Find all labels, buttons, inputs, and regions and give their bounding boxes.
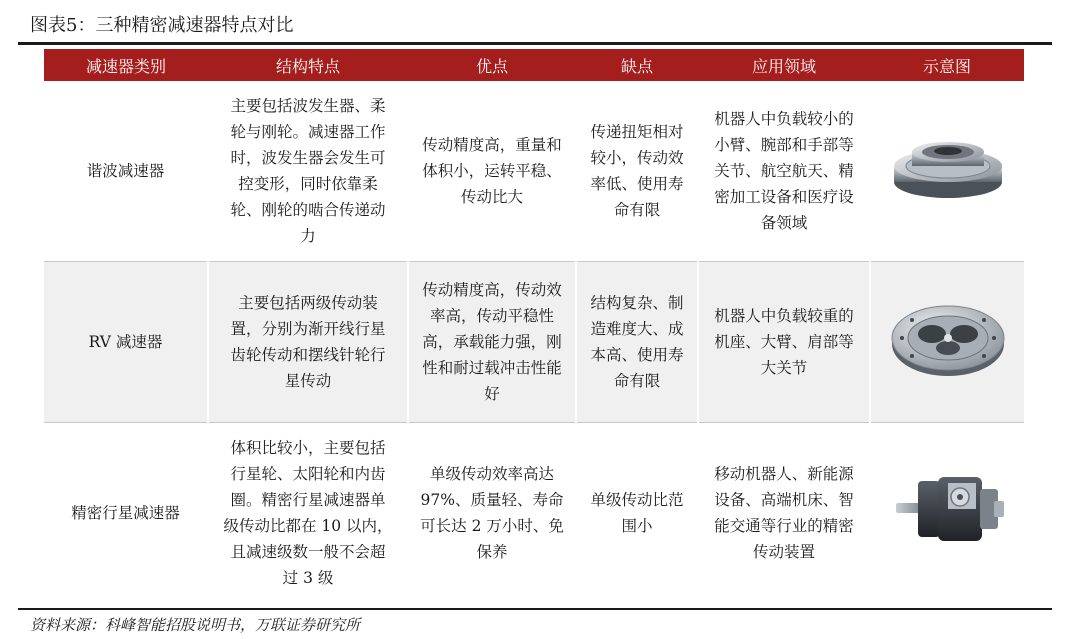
header-type: 减速器类别: [44, 49, 208, 81]
applications-cell: 移动机器人、新能源设备、高端机床、智能交通等行业的精密传动装置: [698, 423, 870, 604]
source-note: 资料来源：科峰智能招股说明书，万联证券研究所: [30, 616, 361, 634]
image-cell: [870, 423, 1024, 604]
type-cell: RV 减速器: [44, 262, 208, 423]
advantages-cell: 传动精度高，重量和体积小，运转平稳、传动比大: [408, 81, 576, 262]
advantages-cell: 单级传动效率高达 97%、质量轻、寿命可长达 2 万小时、免保养: [408, 423, 576, 604]
planetary-reducer-image: [888, 463, 1008, 563]
image-cell: [870, 262, 1024, 423]
applications-cell: 机器人中负载较重的机座、大臂、肩部等大关节: [698, 262, 870, 423]
image-cell: [870, 81, 1024, 262]
harmonic-reducer-image: [888, 122, 1008, 220]
header-disadvantages: 缺点: [576, 49, 698, 81]
disadvantages-cell: 单级传动比范围小: [576, 423, 698, 604]
advantages-cell: 传动精度高，传动效率高，传动平稳性高，承载能力强，刚性和耐过载冲击性能好: [408, 262, 576, 423]
disadvantages-cell: 传递扭矩相对较小，传动效率低、使用寿命有限: [576, 81, 698, 262]
disadvantages-cell: 结构复杂、制造难度大、成本高、使用寿命有限: [576, 262, 698, 423]
header-image: 示意图: [870, 49, 1024, 81]
structure-cell: 体积比较小，主要包括行星轮、太阳轮和内齿圈。精密行星减速器单级传动比都在 10 以内，且减速级数一般不会超过 3 级: [208, 423, 408, 604]
header-advantages: 优点: [408, 49, 576, 81]
top-rule: [18, 42, 1052, 45]
structure-cell: 主要包括波发生器、柔轮与刚轮。减速器工作时，波发生器会发生可控变形，同时依靠柔轮、刚轮的啮合传递动力: [208, 81, 408, 262]
figure-caption: 图表5：三种精密减速器特点对比: [30, 15, 294, 36]
table-row: [44, 81, 1024, 262]
header-applications: 应用领域: [698, 49, 870, 81]
bottom-rule: [18, 608, 1052, 610]
applications-cell: 机器人中负载较小的小臂、腕部和手部等关节、航空航天、精密加工设备和医疗设备领域: [698, 81, 870, 262]
table-row: [44, 262, 1024, 423]
header-row: [44, 49, 1024, 81]
comparison-table: [44, 49, 1024, 603]
type-cell: 谐波减速器: [44, 81, 208, 262]
rv-reducer-image: [888, 296, 1008, 388]
table-row: [44, 423, 1024, 604]
structure-cell: 主要包括两级传动装置，分别为渐开线行星齿轮传动和摆线针轮行星传动: [208, 262, 408, 423]
type-cell: 精密行星减速器: [71, 504, 180, 522]
header-structure: 结构特点: [208, 49, 408, 81]
